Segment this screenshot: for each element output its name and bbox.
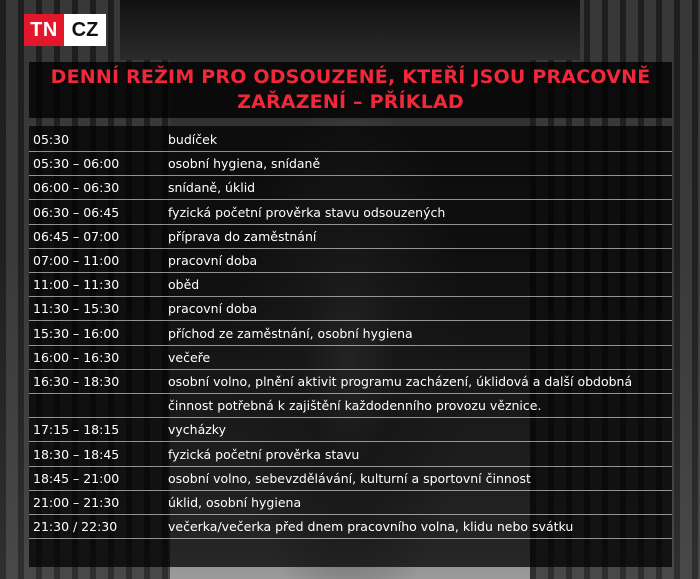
schedule-activity: fyzická početní prověrka stavu (168, 446, 360, 462)
logo-tn: TN (24, 14, 64, 46)
row-divider (29, 538, 672, 539)
schedule-time: 16:00 – 16:30 (33, 349, 120, 365)
schedule-time: 21:00 – 21:30 (33, 495, 120, 510)
schedule-activity: příchod ze zaměstnání, osobní hygiena (168, 325, 413, 341)
schedule-activity: úklid, osobní hygiena (168, 495, 302, 510)
schedule-time: 15:30 – 16:00 (33, 325, 120, 341)
schedule-activity: osobní hygiena, snídaně (168, 156, 321, 172)
schedule-row (29, 225, 672, 249)
background-corridor-ceiling (120, 0, 580, 60)
schedule-time: 06:00 – 06:30 (33, 180, 120, 196)
schedule-row (29, 201, 672, 225)
schedule-time: 05:30 – 06:00 (33, 156, 120, 172)
schedule-activity: večeře (168, 349, 211, 365)
schedule-row (29, 249, 672, 273)
schedule-time: 18:30 – 18:45 (33, 446, 120, 462)
logo-cz: CZ (64, 14, 106, 46)
schedule-time: 06:45 – 07:00 (33, 228, 120, 244)
schedule-row (29, 443, 672, 467)
schedule-table (29, 126, 672, 567)
schedule-activity: oběd (168, 277, 200, 293)
schedule-row (29, 273, 672, 297)
schedule-row (29, 467, 672, 491)
title-box (29, 62, 672, 118)
schedule-activity: budíček (168, 132, 218, 147)
schedule-row (29, 297, 672, 321)
schedule-row (29, 370, 672, 394)
title-line-2: ZAŘAZENÍ – PŘÍKLAD (237, 91, 464, 113)
schedule-activity: fyzická početní prověrka stavu odsouzených (168, 204, 446, 220)
schedule-activity: snídaně, úklid (168, 180, 256, 196)
schedule-time: 07:00 – 11:00 (33, 253, 120, 268)
schedule-time: 16:30 – 18:30 (33, 374, 120, 389)
schedule-activity: činnost potřebná k zajištění každodenního provozu věznice. (168, 398, 542, 414)
schedule-activity: pracovní doba (168, 253, 258, 268)
schedule-row (29, 152, 672, 176)
schedule-row (29, 491, 672, 515)
schedule-activity: vycházky (168, 422, 227, 438)
schedule-time: 06:30 – 06:45 (33, 204, 120, 220)
schedule-activity: osobní volno, sebevzdělávání, kulturní a sportovní činnost (168, 470, 531, 486)
schedule-time: 05:30 (33, 132, 70, 147)
schedule-activity: večerka/večerka před dnem pracovního volna, klidu nebo svátku (168, 519, 574, 535)
schedule-row (29, 515, 672, 539)
title-line-1: DENNÍ REŽIM PRO ODSOUZENÉ, KTEŘÍ JSOU PRACOVNĚ (50, 66, 651, 88)
schedule-activity: osobní volno, plnění aktivit programu zacházení, úklidová a další obdobná (168, 374, 633, 389)
schedule-time: 21:30 / 22:30 (33, 519, 118, 535)
schedule-time: 11:00 – 11:30 (33, 277, 120, 293)
schedule-time: 17:15 – 18:15 (33, 422, 120, 438)
schedule-time: 18:45 – 21:00 (33, 470, 120, 486)
schedule-row (29, 322, 672, 346)
schedule-row (29, 176, 672, 200)
schedule-activity: pracovní doba (168, 301, 258, 317)
schedule-activity: příprava do zaměstnání (168, 228, 317, 244)
tn-cz-logo (24, 14, 106, 46)
schedule-time: 11:30 – 15:30 (33, 301, 120, 317)
schedule-row (29, 346, 672, 370)
schedule-row (29, 394, 672, 418)
schedule-row (29, 128, 672, 152)
schedule-row (29, 418, 672, 442)
